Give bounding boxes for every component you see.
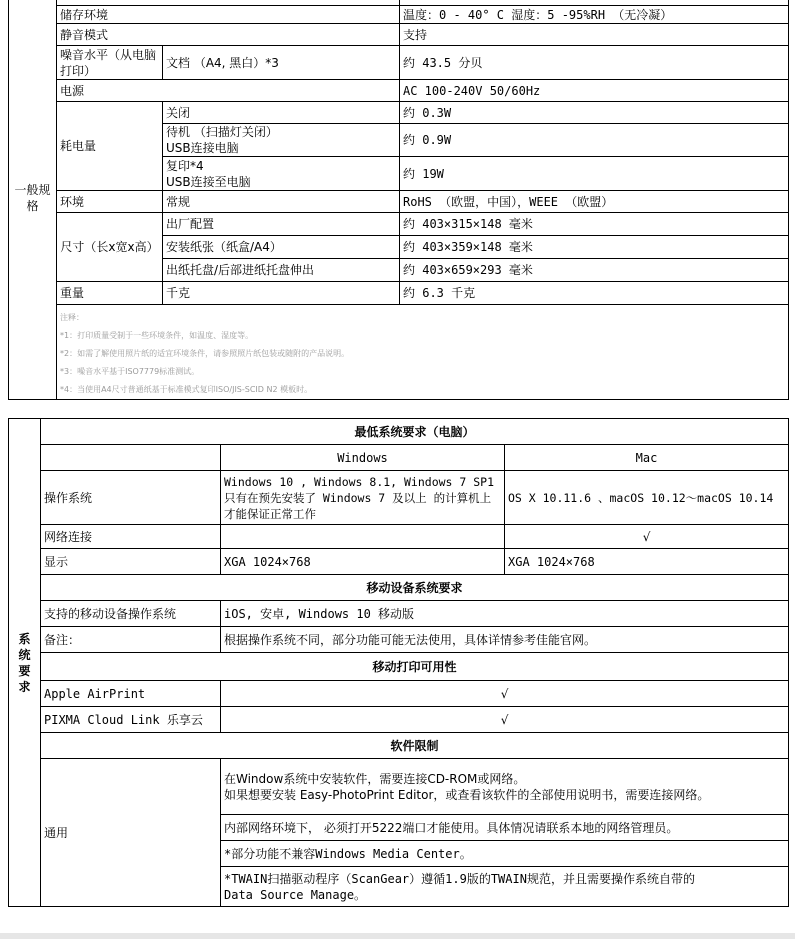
environment-label: 环境 [57,191,163,213]
general-spec-table [8,0,789,400]
note-line: *4：当使用A4尺寸普通纸基于标准模式复印ISO/JIS-SCID N2 模板时。 [60,385,313,394]
dimensions-sub: 安装纸张（纸盒/A4） [163,236,400,259]
system-category: 系统要求 [9,419,41,907]
note-line: *3：噪音水平基于ISO7779标准测试。 [60,367,200,376]
software-note: *部分功能不兼容Windows Media Center。 [221,841,789,867]
noise-label: 噪音水平（从电脑打印） [57,46,163,80]
general-software-label: 通用 [41,759,221,907]
software-note: 内部网络环境下， 必须打开5222端口才能使用。具体情况请联系本地的网络管理员。 [221,815,789,841]
note-line: 注释： [60,313,84,322]
software-note: 在Window系统中安装软件，需要连接CD-ROM或网络。 如果想要安装 Easy-PhotoPrint Editor，或查看该软件的全部使用说明书，需要连接网络。 [221,759,789,815]
weight-label: 重量 [57,282,163,305]
power-value: AC 100-240V 50/60Hz [400,80,789,102]
power-label: 电源 [57,80,400,102]
dimensions-value: 约 403×659×293 毫米 [400,259,789,282]
airprint-label: Apple AirPrint [41,681,221,707]
os-windows: Windows 10 , Windows 8.1, Windows 7 SP1 只有在预先安装了 Windows 7 及以上 的计算机上才能保证正常工作 [221,471,505,525]
display-windows: XGA 1024×768 [221,549,505,575]
mobile-print-title: 移动打印可用性 [41,653,789,681]
notes-block [57,305,789,400]
note-line: *2：如需了解使用照片纸的适宜环境条件，请参照照片纸包装或随附的产品说明。 [60,349,350,358]
mobile-os-label: 支持的移动设备操作系统 [41,601,221,627]
display-mac: XGA 1024×768 [505,549,789,575]
consumption-label: 耗电量 [57,102,163,191]
weight-value: 约 6.3 千克 [400,282,789,305]
os-mac: OS X 10.11.6 、macOS 10.12～macOS 10.14 [505,471,789,525]
dimensions-value: 约 403×359×148 毫米 [400,236,789,259]
remark-value: 根据操作系统不同，部分功能可能无法使用，具体详情参考佳能官网。 [221,627,789,653]
display-label: 显示 [41,549,221,575]
storage-value: 温度：0 - 40° C 湿度：5 -95%RH （无冷凝） [400,6,789,24]
general-category: 一般规格 [9,0,57,400]
network-windows [221,525,505,549]
quiet-value: 支持 [400,24,789,46]
environment-value: RoHS （欧盟，中国），WEEE （欧盟） [400,191,789,213]
system-requirements-table [8,418,789,907]
consumption-value: 约 0.3W [400,102,789,124]
consumption-value: 约 19W [400,157,789,191]
pixma-label: PIXMA Cloud Link 乐享云 [41,707,221,733]
weight-sub: 千克 [163,282,400,305]
mobile-requirements-title: 移动设备系统要求 [41,575,789,601]
consumption-value: 约 0.9W [400,124,789,157]
software-note: *TWAIN扫描驱动程序（ScanGear）遵循1.9版的TWAIN规范，并且需要操作系统自带的 Data Source Manage。 [221,867,789,907]
dimensions-label: 尺寸（长x宽x高） [57,213,163,282]
os-label: 操作系统 [41,471,221,525]
consumption-sub: 复印*4 USB连接至电脑 [163,157,400,191]
remark-label: 备注： [41,627,221,653]
noise-sub: 文档 （A4, 黑白）*3 [163,46,400,80]
dimensions-sub: 出纸托盘/后部进纸托盘伸出 [163,259,400,282]
col-windows: Windows [221,445,505,471]
pixma-check: √ [221,707,789,733]
software-limits-title: 软件限制 [41,733,789,759]
network-mac-check: √ [505,525,789,549]
quiet-label: 静音模式 [57,24,400,46]
page-bottom-divider [0,933,795,939]
airprint-check: √ [221,681,789,707]
environment-sub: 常规 [163,191,400,213]
noise-value: 约 43.5 分贝 [400,46,789,80]
pc-requirements-title: 最低系统要求（电脑） [41,419,789,445]
storage-label: 储存环境 [57,6,400,24]
network-label: 网络连接 [41,525,221,549]
mobile-os-value: iOS, 安卓, Windows 10 移动版 [221,601,789,627]
note-line: *1：打印质量受制于一些环境条件，如温度、湿度等。 [60,331,254,340]
consumption-sub: 待机 （扫描灯关闭） USB连接电脑 [163,124,400,157]
dimensions-sub: 出厂配置 [163,213,400,236]
consumption-sub: 关闭 [163,102,400,124]
dimensions-value: 约 403×315×148 毫米 [400,213,789,236]
col-mac: Mac [505,445,789,471]
